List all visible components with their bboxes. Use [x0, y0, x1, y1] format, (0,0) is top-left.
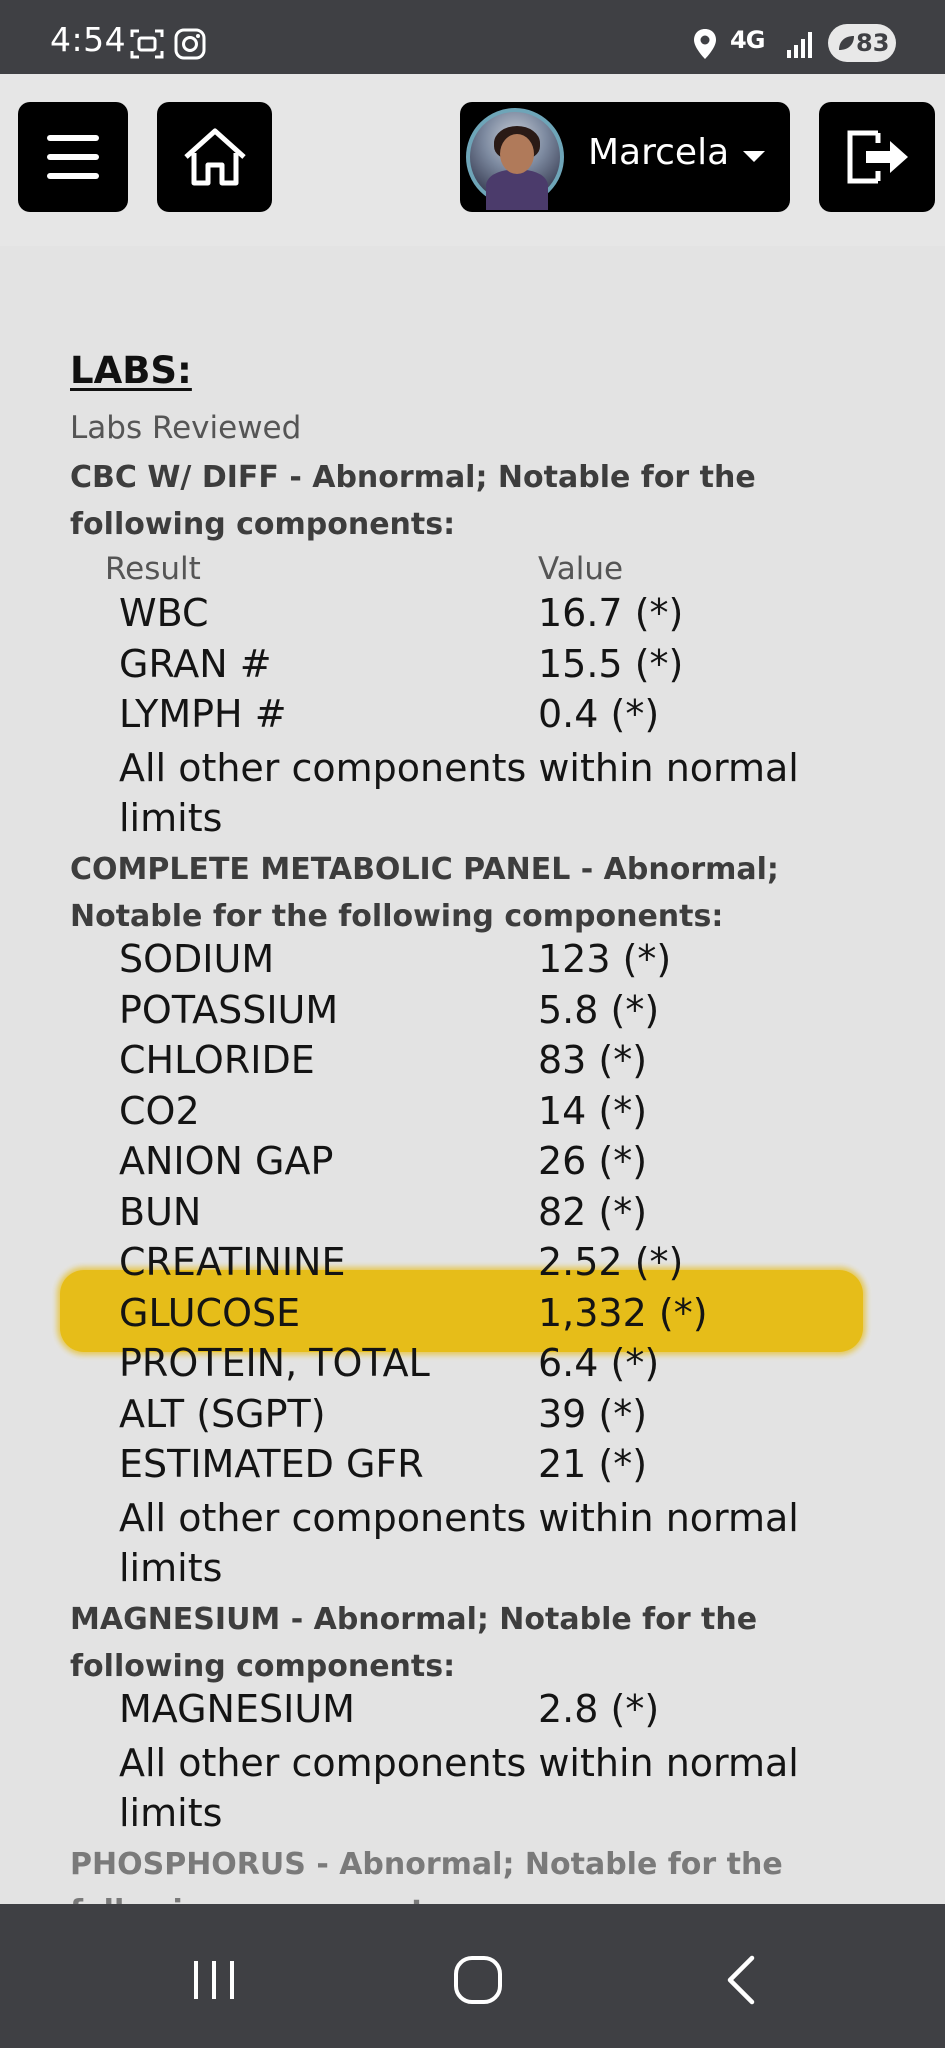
lab-row — [0, 1687, 945, 1737]
lab-name: GLUCOSE — [119, 1291, 301, 1335]
battery-level: 83 — [856, 29, 890, 57]
lab-value: 15.5 (*) — [538, 642, 684, 686]
lab-name: BUN — [119, 1190, 202, 1234]
lab-row — [0, 988, 945, 1038]
lab-name: LYMPH # — [119, 692, 287, 736]
lab-value: 1,332 (*) — [538, 1291, 708, 1335]
lab-row — [0, 692, 945, 742]
lab-value: 123 (*) — [538, 937, 672, 981]
lab-name: CHLORIDE — [119, 1038, 315, 1082]
lab-name: POTASSIUM — [119, 988, 339, 1032]
normal-limits-note: All other components within normal limits — [119, 1496, 799, 1590]
lab-name: CO2 — [119, 1089, 200, 1133]
lab-value: 2.8 (*) — [538, 1687, 660, 1731]
logout-button[interactable] — [819, 102, 935, 212]
location-icon — [692, 28, 718, 60]
lab-row — [0, 1341, 945, 1391]
lab-row — [0, 591, 945, 641]
lab-row — [0, 1038, 945, 1088]
lab-name: PROTEIN, TOTAL — [119, 1341, 430, 1385]
recent-apps-icon[interactable] — [174, 1944, 254, 2014]
lab-row — [0, 642, 945, 692]
network-type: 4G — [730, 26, 765, 54]
home-nav-icon[interactable] — [438, 1944, 518, 2014]
lab-value: 14 (*) — [538, 1089, 648, 1133]
lab-value: 0.4 (*) — [538, 692, 660, 736]
lab-row — [0, 1190, 945, 1240]
lab-value: 16.7 (*) — [538, 591, 684, 635]
lab-value: 39 (*) — [538, 1392, 648, 1436]
lab-name: MAGNESIUM — [119, 1687, 355, 1731]
screenshot-icon — [130, 28, 164, 60]
home-button[interactable] — [157, 102, 272, 212]
chevron-down-icon — [743, 151, 765, 162]
normal-limits-note: All other components within normal limits — [119, 1741, 799, 1835]
labs-reviewed-label: Labs Reviewed — [70, 410, 302, 446]
normal-limits-note: All other components within normal limits — [119, 746, 799, 840]
lab-row-highlighted — [0, 1291, 945, 1341]
lab-value: 26 (*) — [538, 1139, 648, 1183]
avatar — [466, 108, 564, 206]
lab-name: GRAN # — [119, 642, 272, 686]
user-name: Marcela — [588, 132, 730, 173]
lab-name: WBC — [119, 591, 209, 635]
hamburger-icon — [45, 132, 101, 182]
battery-indicator — [828, 24, 896, 62]
logout-icon — [842, 125, 912, 189]
lab-row — [0, 1442, 945, 1492]
labs-content[interactable] — [0, 246, 945, 1904]
lab-name: ANION GAP — [119, 1139, 334, 1183]
user-menu-button[interactable] — [460, 102, 790, 212]
lab-value: 82 (*) — [538, 1190, 648, 1234]
lab-value: 6.4 (*) — [538, 1341, 660, 1385]
lab-name: ALT (SGPT) — [119, 1392, 326, 1436]
lab-value: 21 (*) — [538, 1442, 648, 1486]
back-icon[interactable] — [702, 1944, 782, 2014]
lab-row — [0, 937, 945, 987]
cmp-panel-title: COMPLETE METABOLIC PANEL - Abnormal; Notable for the following components: — [70, 852, 779, 934]
status-bar — [0, 0, 945, 74]
lab-name: ESTIMATED GFR — [119, 1442, 424, 1486]
phosphorus-panel-title: PHOSPHORUS - Abnormal; Notable for the — [70, 1847, 783, 1882]
value-column-header: Value — [538, 551, 624, 587]
lab-value: 2.52 (*) — [538, 1240, 684, 1284]
cbc-panel-title: CBC W/ DIFF - Abnormal; Notable for the following components: — [70, 460, 756, 542]
system-nav-bar — [0, 1904, 945, 2048]
lab-row — [0, 1139, 945, 1189]
lab-row — [0, 1392, 945, 1442]
lab-name: SODIUM — [119, 937, 275, 981]
lab-name: CREATININE — [119, 1240, 346, 1284]
app-header — [0, 74, 945, 246]
lab-row — [0, 1089, 945, 1139]
labs-title: LABS: — [70, 349, 192, 392]
magnesium-panel-title: MAGNESIUM - Abnormal; Notable for the following components: — [70, 1602, 758, 1684]
lab-value: 83 (*) — [538, 1038, 648, 1082]
status-time: 4:54 — [50, 20, 127, 59]
instagram-icon — [174, 28, 206, 60]
menu-button[interactable] — [18, 102, 128, 212]
lab-value: 5.8 (*) — [538, 988, 660, 1032]
result-column-header: Result — [105, 551, 201, 587]
battery-saver-icon — [836, 33, 856, 53]
signal-icon — [786, 30, 816, 58]
home-icon — [182, 127, 248, 187]
lab-row — [0, 1240, 945, 1290]
